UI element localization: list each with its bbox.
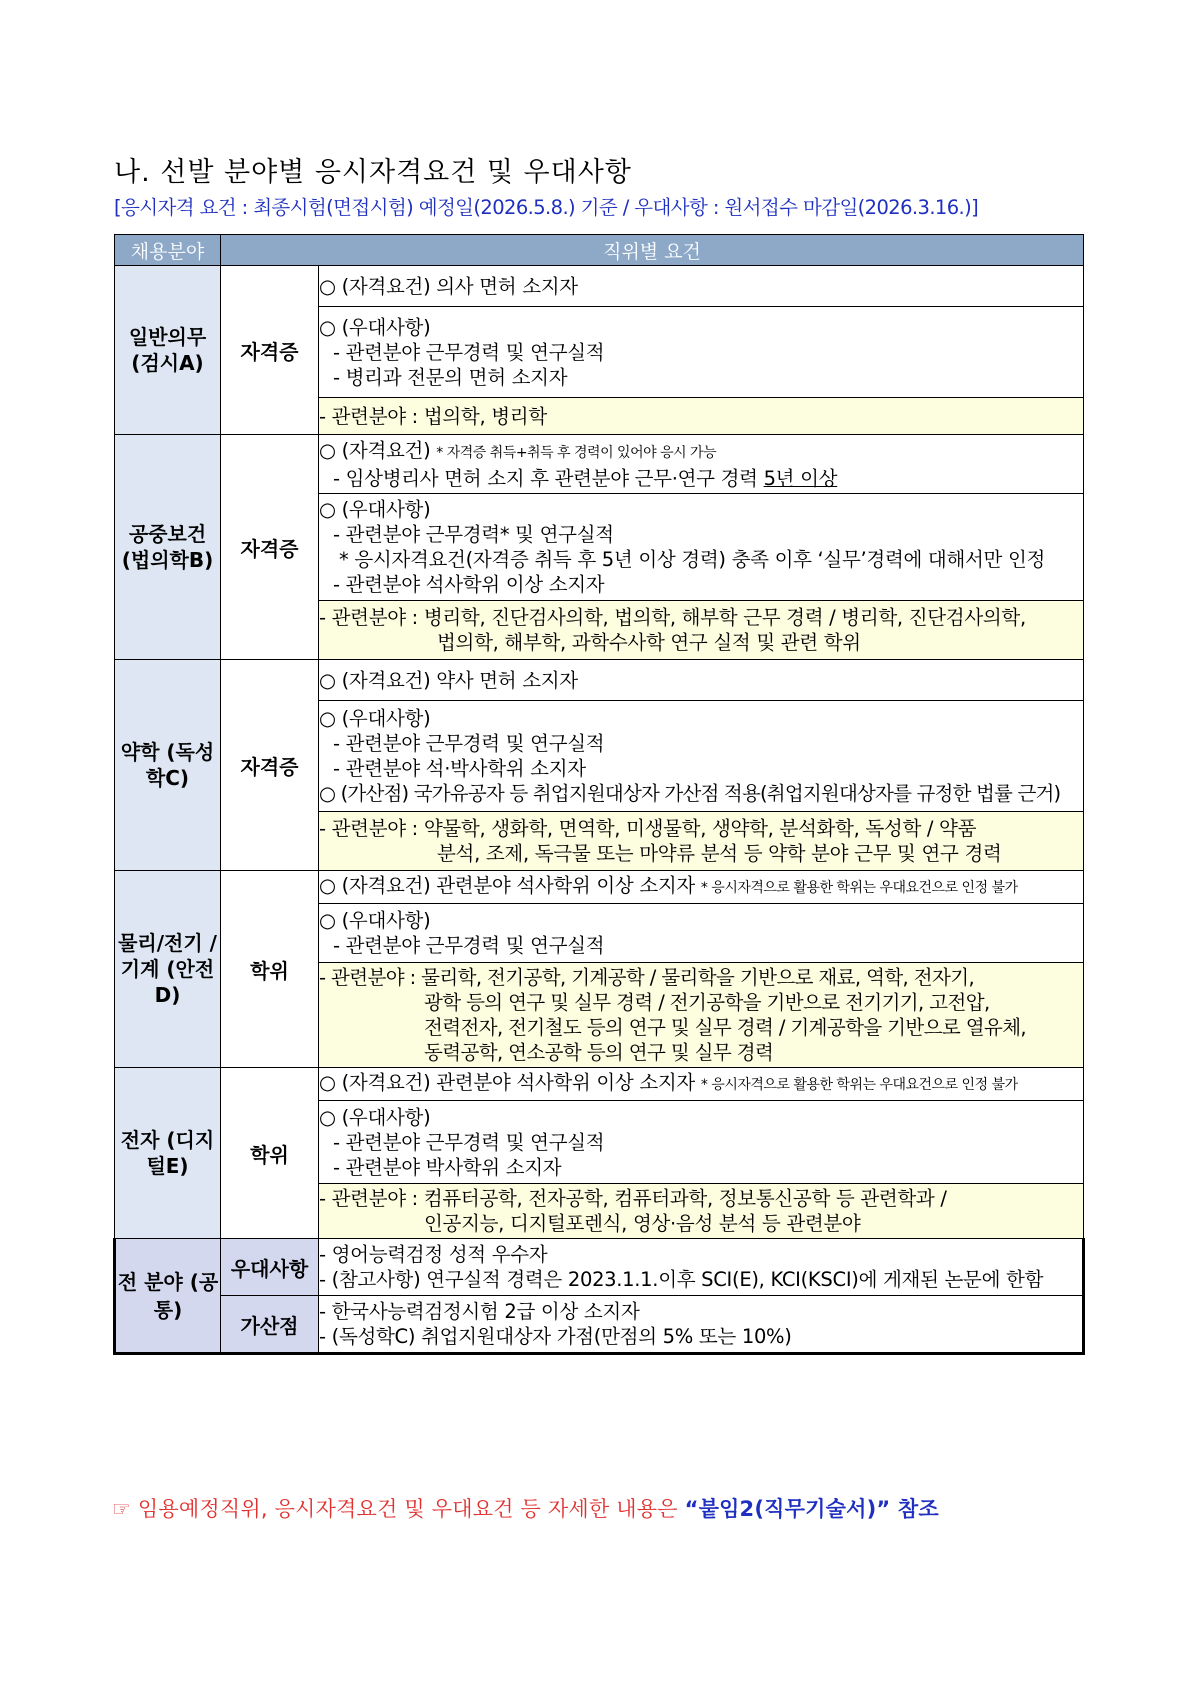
related-text: 동력공학, 연소공학 등의 연구 및 실무 경력 [424,1041,774,1064]
req-underlined: 5년 이상 [763,466,838,490]
pref-cell [319,1101,1084,1184]
field-cell [115,1068,221,1239]
related-text: - 관련분야 : 물리학, 전기공학, 기계공학 / 물리학을 기반으로 재료, 역학, 전자기, [319,966,975,989]
bonus-line: - 한국사능력검정시험 2급 이상 소지자 [319,1300,640,1323]
pref-cell [319,904,1084,963]
common-bonus-label: 가산점 [221,1296,319,1354]
bonus-line: - (독성학C) 취업지원대상자 가점(만점의 5% 또는 10%) [319,1325,792,1348]
common-row [115,1239,1084,1296]
field-name: 일반의무 [128,325,207,349]
pref-line: - 영어능력검정 성적 우수자 [319,1243,548,1266]
common-bonus-cell [319,1296,1084,1354]
field-name: 공중보건 [128,522,207,546]
note-text: ☞ 임용예정직위, 응시자격요건 및 우대요건 등 자세한 내용은 [112,1497,685,1521]
field-code: (디지털E) [146,1128,215,1178]
req-text: ○ (자격요건) 의사 면허 소지자 [319,274,578,298]
req-cell [319,266,1084,307]
related-text: 분석, 조제, 독극물 또는 마약류 분석 등 약학 분야 근무 및 연구 경력 [437,842,1002,865]
section-subtitle: [응시자격 요건 : 최종시험(면접시험) 예정일(2026.5.8.) 기준 / 우대사항 : 원서접수 마감일(2026.3.16.)] [114,196,979,219]
reference-note [112,1493,939,1523]
field-name: 물리/전기 [118,931,203,955]
pref-line: - 관련분야 근무경력* 및 연구실적 [333,523,614,546]
pref-line: ○ (우대사항) [319,315,431,339]
pref-line: - 관련분야 근무경력 및 연구실적 [333,340,605,364]
related-text: 전력전자, 전기철도 등의 연구 및 실무 경력 / 기계공학을 기반으로 열유체, [424,1016,1027,1039]
pref-line: - 관련분야 석사학위 이상 소지자 [333,573,605,596]
field-cell [115,435,221,660]
req-note: * 응시자격으로 활용한 학위는 우대요건으로 인정 불가 [700,1077,1018,1093]
field-cell [115,871,221,1068]
qual-cell: 자격증 [221,660,319,871]
table-row [115,435,1084,494]
req-cell [319,871,1084,904]
table-row [115,871,1084,904]
pref-line: - 관련분야 근무경력 및 연구실적 [333,1130,605,1154]
field-code: (독성학C) [145,740,215,790]
related-text: 인공지능, 디지털포렌식, 영상·음성 분석 등 관련분야 [424,1212,861,1235]
related-text: 광학 등의 연구 및 실무 경력 / 전기공학을 기반으로 전기기기, 고전압, [424,991,990,1014]
pref-line: ○ (우대사항) [319,1105,431,1129]
req-text: - 임상병리사 면허 소지 후 관련분야 근무·연구 경력 [333,466,764,490]
table-row [115,660,1084,701]
related-cell [319,398,1084,435]
pref-line: - (참고사항) 연구실적 경력은 2023.1.1.이후 SCI(E), KCI(KSCI)에 게재된 논문에 한함 [319,1268,1044,1291]
req-note: * 자격증 취득+취득 후 경력이 있어야 응시 가능 [436,444,717,461]
req-cell [319,1068,1084,1101]
req-note: * 응시자격으로 활용한 학위는 우대요건으로 인정 불가 [700,880,1018,896]
field-code: (공통) [153,1269,219,1322]
pref-line: * 응시자격요건(자격증 취득 후 5년 이상 경력) 충족 이후 ‘실무’경력에 대해서만 인정 [339,548,1046,571]
requirements-table [113,234,1085,1355]
common-pref-label: 우대사항 [221,1239,319,1296]
field-cell [115,660,221,871]
pref-line: ○ (가산점) 국가유공자 등 취업지원대상자 가산점 적용(취업지원대상자를 규정한 법률 근거) [319,782,1061,805]
related-text: - 관련분야 : 병리학, 진단검사의학, 법의학, 해부학 근무 경력 / 병리학, 진단검사의학, [319,606,1026,629]
pref-line: - 관련분야 근무경력 및 연구실적 [333,732,605,755]
related-text: - 관련분야 : 약물학, 생화학, 면역학, 미생물학, 생약학, 분석화학, 독성학 / 약품 [319,817,977,840]
related-text: - 관련분야 : 법의학, 병리학 [319,404,547,428]
field-cell [115,266,221,435]
related-cell [319,601,1084,660]
related-cell [319,963,1084,1068]
related-text: - 관련분야 : 컴퓨터공학, 전자공학, 컴퓨터과학, 정보통신공학 등 관련학과 / [319,1187,947,1210]
table-row [115,1068,1084,1101]
pref-cell [319,494,1084,601]
pref-line: - 병리과 전문의 면허 소지자 [333,365,568,389]
pref-line: - 관련분야 석·박사학위 소지자 [333,757,586,780]
qual-cell: 자격증 [221,266,319,435]
pref-line: ○ (우대사항) [319,909,431,932]
field-name: 전 분야 [117,1269,183,1294]
field-code: (법의학B) [121,548,214,572]
table-header-row [115,235,1084,266]
field-name: 전자 [120,1128,160,1152]
related-cell [319,1184,1084,1239]
qual-cell: 학위 [221,871,319,1068]
note-reference: “붙임2(직무기술서)” [684,1497,891,1521]
pref-cell [319,701,1084,812]
pref-line: ○ (우대사항) [319,707,431,730]
req-text: ○ (자격요건) 관련분야 석사학위 이상 소지자 [319,874,695,897]
table-row [115,266,1084,307]
field-code: (검시A) [131,351,204,375]
pref-line: - 관련분야 박사학위 소지자 [333,1155,562,1179]
pref-cell [319,307,1084,398]
header-field: 채용분야 [115,235,221,266]
common-pref-cell [319,1239,1084,1296]
header-requirements: 직위별 요건 [221,235,1084,266]
pref-line: - 관련분야 근무경력 및 연구실적 [333,934,605,957]
common-field-cell [115,1239,221,1354]
field-code: (안전D) [154,957,215,1007]
section-title: 나. 선발 분야별 응시자격요건 및 우대사항 [114,157,632,188]
req-cell [319,435,1084,494]
pref-line: ○ (우대사항) [319,498,431,521]
qual-cell: 학위 [221,1068,319,1239]
req-text: ○ (자격요건) [319,438,431,462]
related-cell [319,812,1084,871]
req-cell [319,660,1084,701]
req-text: ○ (자격요건) 약사 면허 소지자 [319,668,578,692]
req-text: ○ (자격요건) 관련분야 석사학위 이상 소지자 [319,1071,695,1094]
field-name: 약학 [120,740,160,764]
field-name: /기계 [120,931,217,981]
note-suffix: 참조 [890,1497,939,1521]
qual-cell: 자격증 [221,435,319,660]
related-text: 법의학, 해부학, 과학수사학 연구 실적 및 관련 학위 [437,631,861,654]
